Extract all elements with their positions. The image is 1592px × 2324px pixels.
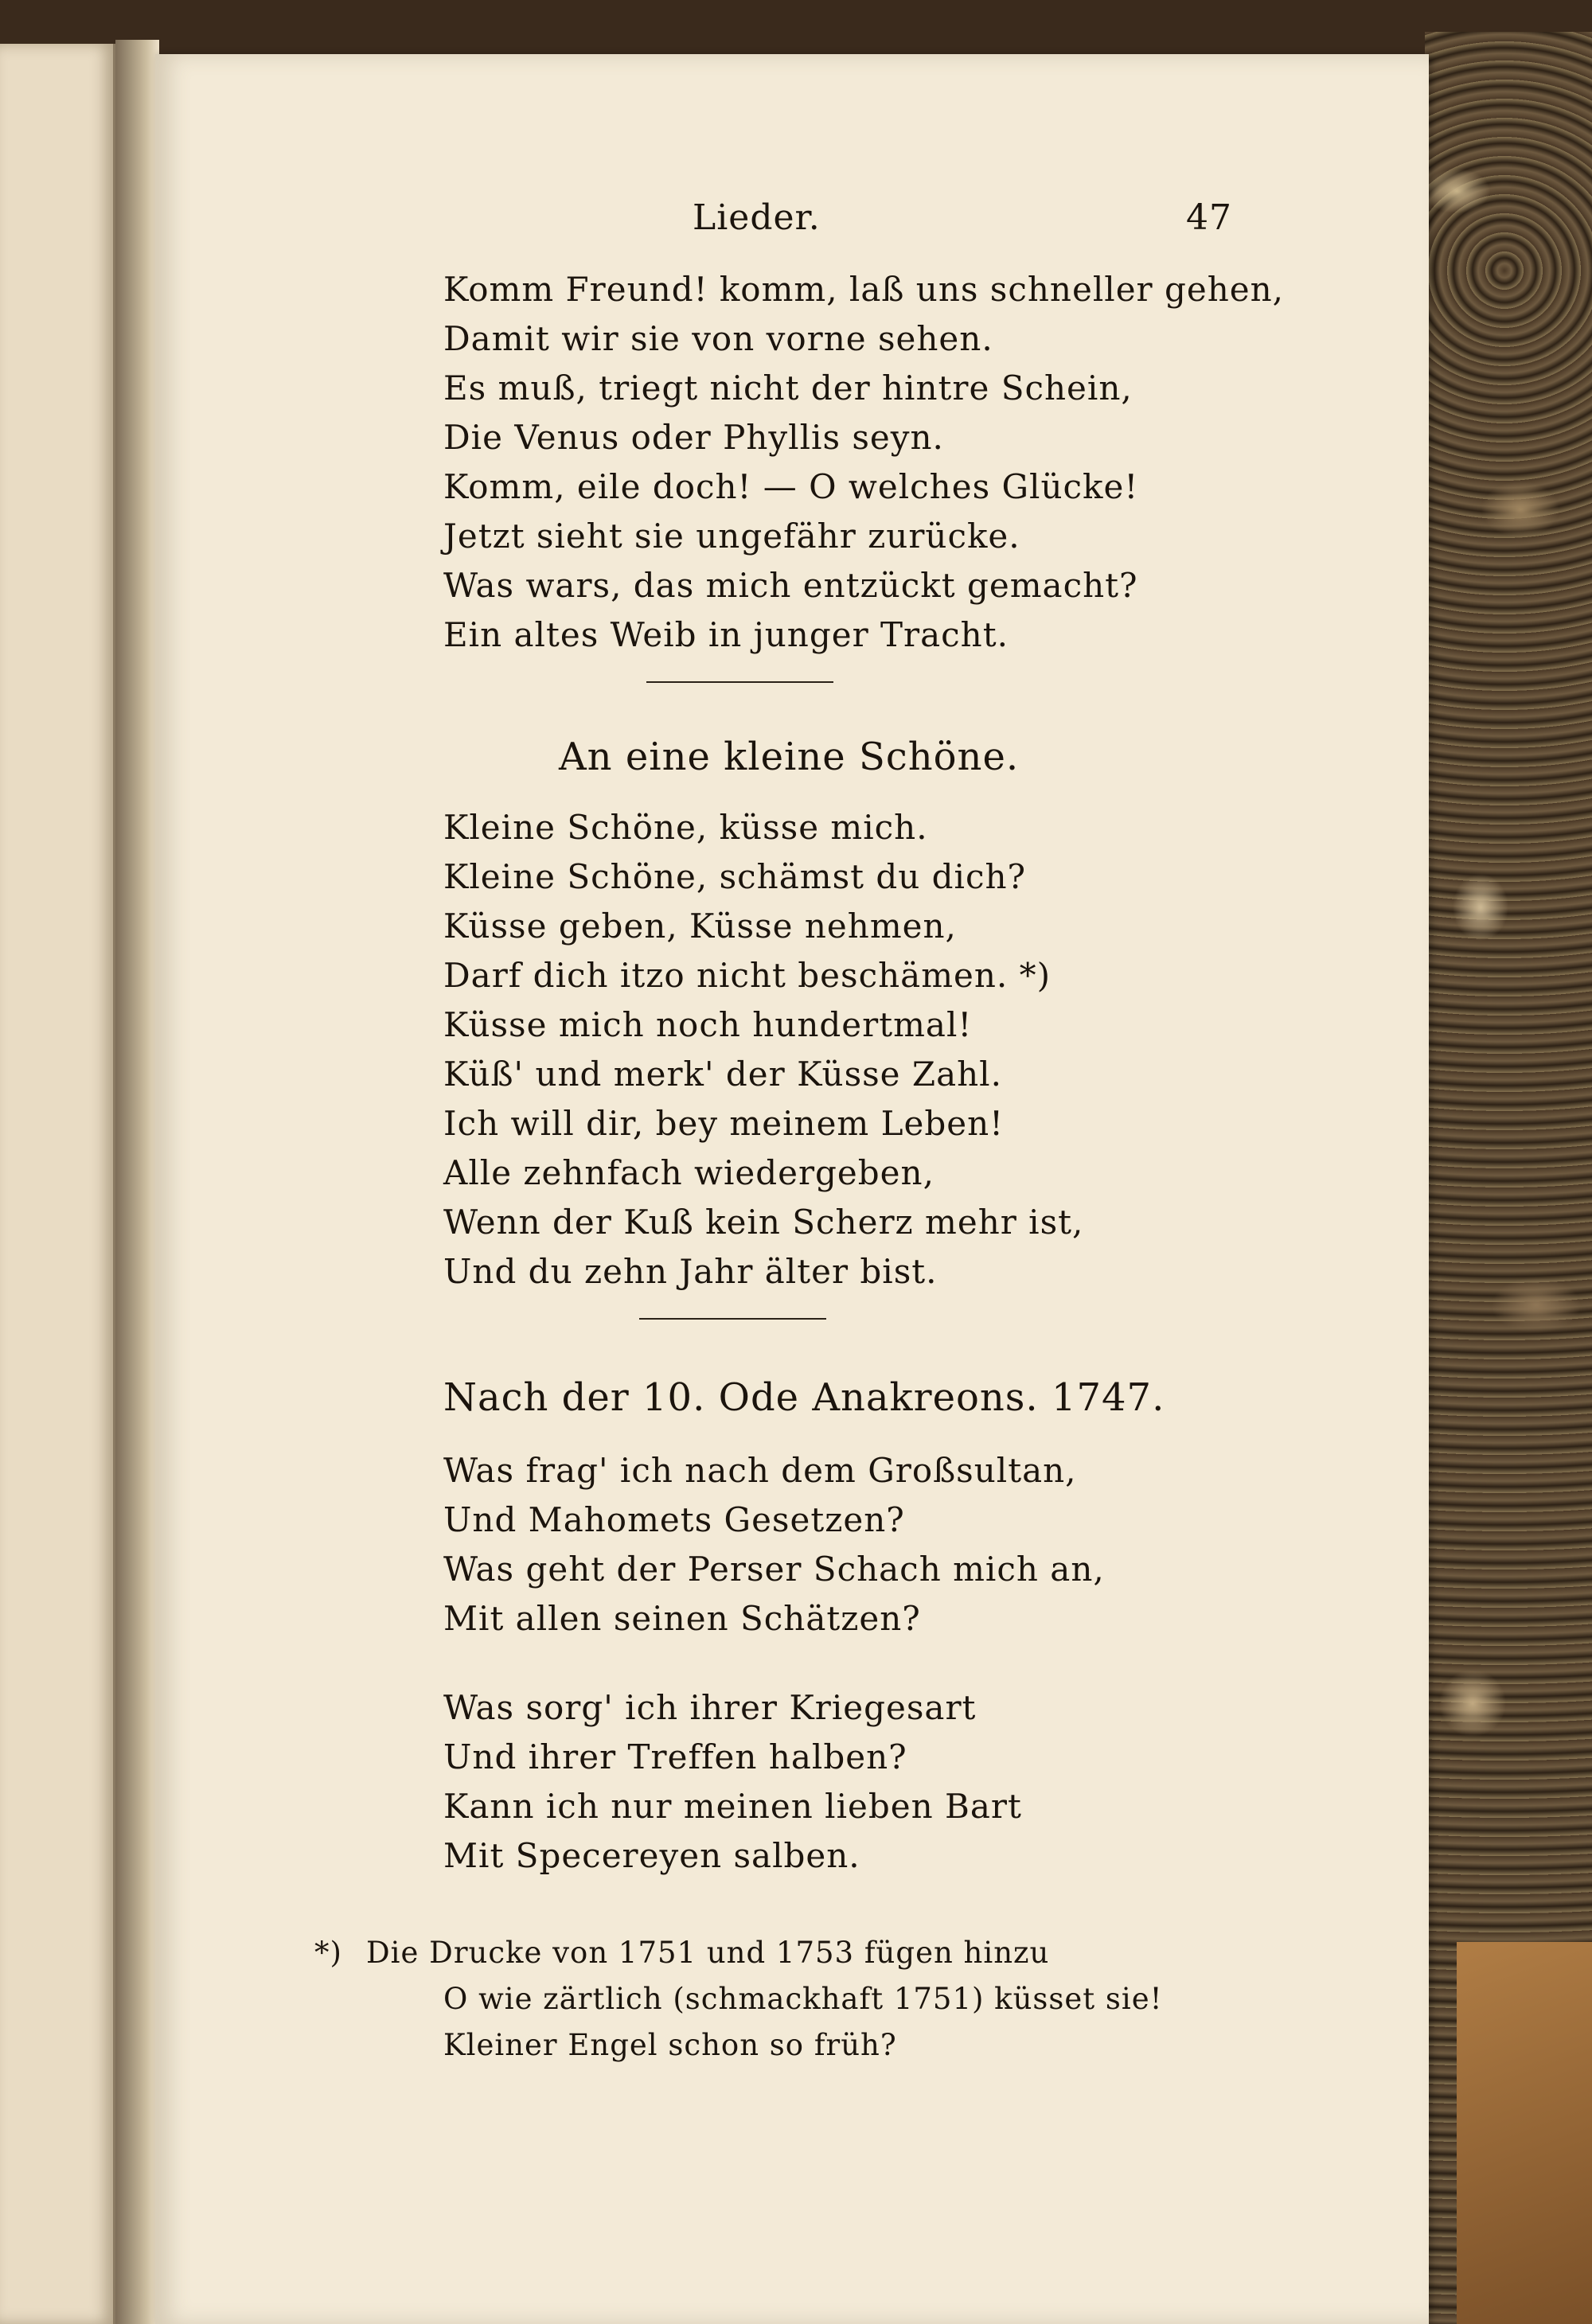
poem3-line: Was frag' ich nach dem Großsultan, bbox=[443, 1451, 1077, 1490]
poem1-line: Damit wir sie von vorne sehen. bbox=[443, 319, 993, 358]
poem2-line: Kleine Schöne, küsse mich. bbox=[443, 808, 928, 847]
poem3-line: Und Mahomets Gesetzen? bbox=[443, 1500, 905, 1539]
running-title: Lieder. bbox=[693, 197, 821, 238]
poem1-line: Die Venus oder Phyllis seyn. bbox=[443, 418, 944, 457]
previous-page-edge bbox=[0, 44, 115, 2324]
poem1-line: Was wars, das mich entzückt gemacht? bbox=[443, 566, 1138, 605]
poem3-line: Und ihrer Treffen halben? bbox=[443, 1737, 907, 1776]
poem2-line: Wenn der Kuß kein Scherz mehr ist, bbox=[443, 1203, 1084, 1242]
footnote-line: Kleiner Engel schon so früh? bbox=[443, 2028, 897, 2062]
poem1-line: Komm, eile doch! — O welches Glücke! bbox=[443, 467, 1139, 506]
poem1-line: Komm Freund! komm, laß uns schneller gehen, bbox=[443, 270, 1285, 309]
poem2-line: Und du zehn Jahr älter bist. bbox=[443, 1252, 938, 1291]
book-gutter bbox=[115, 40, 159, 2324]
poem2-line: Küsse mich noch hundertmal! bbox=[443, 1005, 973, 1044]
poem1-line: Ein altes Weib in junger Tracht. bbox=[443, 615, 1009, 654]
poem3-title: Nach der 10. Ode Anakreons. 1747. bbox=[443, 1375, 1165, 1420]
page-number: 47 bbox=[1186, 197, 1232, 238]
poem2-title: An eine kleine Schöne. bbox=[559, 735, 1020, 779]
section-rule bbox=[639, 1318, 826, 1320]
footnote-line: O wie zärtlich (schmackhaft 1751) küsset sie! bbox=[443, 1982, 1163, 2016]
poem2-line: Küß' und merk' der Küsse Zahl. bbox=[443, 1055, 1002, 1094]
poem3-line: Was sorg' ich ihrer Kriegesart bbox=[443, 1688, 977, 1727]
poem2-line: Küsse geben, Küsse nehmen, bbox=[443, 907, 957, 946]
poem3-line: Kann ich nur meinen lieben Bart bbox=[443, 1787, 1022, 1826]
poem2-line: Alle zehnfach wiedergeben, bbox=[443, 1153, 935, 1192]
poem1-line: Jetzt sieht sie ungefähr zurücke. bbox=[443, 517, 1020, 556]
footnote-line: Die Drucke von 1751 und 1753 fügen hinzu bbox=[366, 1936, 1050, 1970]
poem2-line: Darf dich itzo nicht beschämen. *) bbox=[443, 956, 1052, 995]
footnote-marker: *) bbox=[314, 1936, 342, 1970]
leather-corner bbox=[1457, 1942, 1592, 2324]
poem3-line: Mit Specereyen salben. bbox=[443, 1836, 860, 1875]
poem3-line: Mit allen seinen Schätzen? bbox=[443, 1599, 921, 1638]
book-page bbox=[155, 54, 1429, 2324]
poem1-line: Es muß, triegt nicht der hintre Schein, bbox=[443, 368, 1133, 407]
section-rule bbox=[646, 681, 833, 683]
poem2-line: Ich will dir, bey meinem Leben! bbox=[443, 1104, 1005, 1143]
poem3-line: Was geht der Perser Schach mich an, bbox=[443, 1550, 1105, 1589]
poem2-line: Kleine Schöne, schämst du dich? bbox=[443, 857, 1027, 896]
